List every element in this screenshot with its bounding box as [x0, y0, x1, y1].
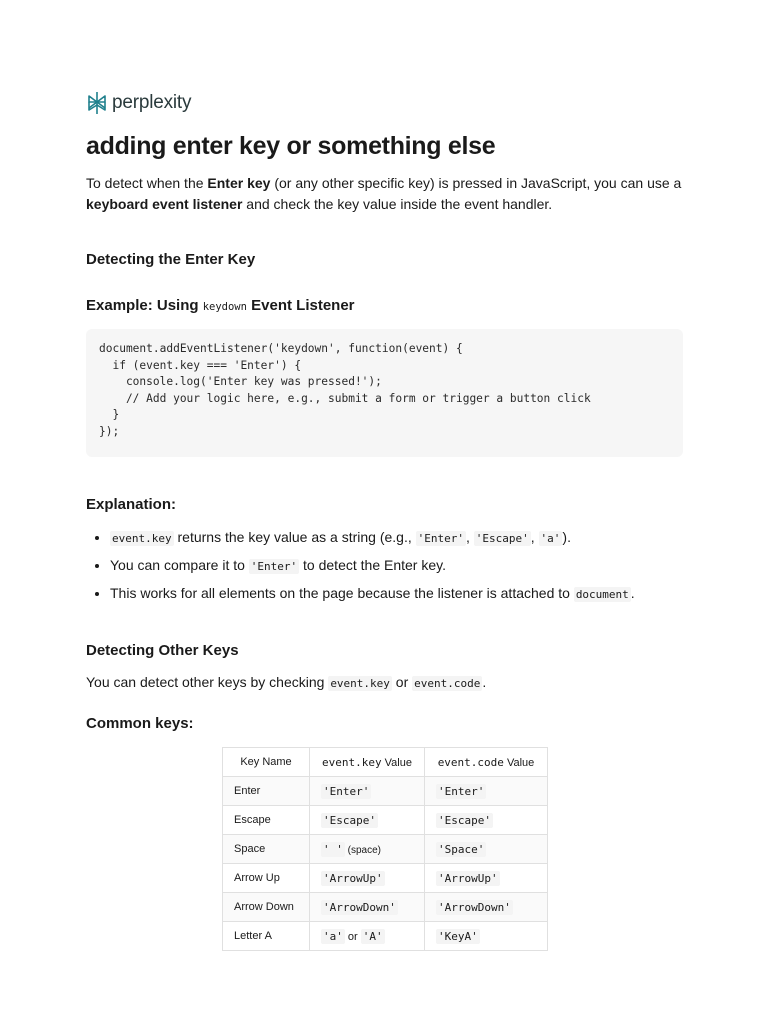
inline-code: 'Escape': [323, 813, 376, 827]
cell-key-name: Letter A: [223, 922, 310, 951]
code-line: console.log('Enter key was pressed!');: [99, 375, 382, 388]
code-line: // Add your logic here, e.g., submit a form or trigger a button click: [99, 391, 591, 405]
intro-bold-enter: Enter key: [207, 175, 271, 191]
intro-text: (or any other specific key) is pressed in JavaScript, you can use a: [270, 175, 682, 191]
list-text: .: [630, 585, 635, 601]
inline-code: event.key: [112, 532, 172, 545]
table-row: [223, 806, 548, 835]
cell-event-key: [310, 835, 425, 864]
column-header-event-key: [310, 748, 425, 777]
list-text: to detect the Enter key.: [299, 557, 446, 573]
cell-event-key: [310, 806, 425, 835]
inline-code: event.code: [414, 677, 481, 690]
cell-event-code: [425, 864, 548, 893]
inline-code: 'ArrowDown': [438, 900, 511, 914]
inline-code: 'Escape': [438, 813, 491, 827]
list-text: returns the key value as a string (e.g.,: [173, 529, 416, 545]
list-item: [110, 524, 683, 552]
table-row: [223, 835, 548, 864]
heading-common-keys: Common keys:: [86, 715, 194, 732]
header-code: event.key: [322, 755, 382, 769]
cell-event-code: [425, 806, 548, 835]
cell-event-code: [425, 922, 548, 951]
inline-code: 'ArrowUp': [438, 871, 498, 885]
explanation-list: [86, 524, 683, 608]
example-heading-code: keydown: [202, 301, 247, 313]
heading-explanation: Explanation:: [86, 496, 177, 513]
cell-event-code: [425, 893, 548, 922]
column-header-event-code: [425, 748, 548, 777]
cell-event-code: [425, 777, 548, 806]
cell-event-key: [310, 922, 425, 951]
cell-key-name: Arrow Up: [223, 864, 310, 893]
cell-key-name: Escape: [223, 806, 310, 835]
other-text: .: [482, 674, 487, 690]
brand-name: perplexity: [112, 92, 192, 113]
list-text: ,: [530, 529, 539, 545]
inline-code: 'a': [323, 929, 343, 943]
table-row: [223, 922, 548, 951]
list-text: This works for all elements on the page because the listener is attached to: [110, 585, 574, 601]
list-text: ).: [562, 529, 571, 545]
inline-code: 'Enter': [250, 560, 298, 573]
column-header-key-name: Key Name: [223, 748, 310, 777]
header-text: Value: [503, 756, 535, 769]
cell-note: or: [344, 930, 361, 943]
cell-event-key: [310, 893, 425, 922]
inline-code: 'Enter': [323, 784, 370, 798]
other-text: or: [391, 674, 413, 690]
inline-code: 'a': [540, 532, 561, 545]
list-text: ,: [465, 529, 474, 545]
code-block: [86, 329, 683, 457]
keys-table: [222, 747, 548, 951]
list-item: [110, 580, 683, 608]
cell-event-code: [425, 835, 548, 864]
inline-code: 'Space': [438, 842, 485, 856]
table-row: [223, 864, 548, 893]
other-paragraph: [86, 672, 683, 694]
cell-key-name: Enter: [223, 777, 310, 806]
inline-code: 'Escape': [475, 532, 529, 545]
code-line: document.addEventListener('keydown', function(event) {: [99, 342, 463, 355]
inline-code: document: [575, 588, 629, 601]
inline-code: 'ArrowUp': [323, 871, 383, 885]
table-row: [223, 893, 548, 922]
document-page: [86, 90, 683, 951]
inline-code: 'Enter': [417, 532, 464, 545]
heading-example: [86, 295, 683, 318]
inline-code: ' ': [323, 842, 343, 856]
cell-key-name: Space: [223, 835, 310, 864]
cell-event-key: [310, 864, 425, 893]
code-line: if (event.key === 'Enter') {: [99, 358, 302, 372]
inline-code: 'ArrowDown': [323, 900, 396, 914]
cell-event-key: [310, 777, 425, 806]
example-heading-text: Event Listener: [246, 297, 355, 314]
inline-code: event.key: [330, 677, 390, 690]
intro-text: To detect when the: [86, 175, 208, 191]
table-header-row: [223, 748, 548, 777]
inline-code: 'Enter': [438, 784, 485, 798]
intro-bold-listener: keyboard event listener: [86, 196, 243, 212]
intro-text: and check the key value inside the event handler.: [242, 196, 553, 212]
inline-code: 'A': [362, 929, 383, 943]
cell-key-name: Arrow Down: [223, 893, 310, 922]
cell-note: (space): [344, 844, 381, 856]
list-item: [110, 552, 683, 580]
table-row: [223, 777, 548, 806]
list-text: You can compare it to: [110, 557, 249, 573]
inline-code: 'KeyA': [438, 929, 478, 943]
example-heading-text: Example: Using: [86, 297, 203, 314]
intro-paragraph: [86, 173, 683, 215]
header-code: event.code: [437, 755, 504, 769]
code-line: });: [99, 424, 120, 438]
brand-logo: [86, 90, 683, 116]
code-line: }: [99, 408, 120, 421]
other-text: You can detect other keys by checking: [86, 674, 329, 690]
perplexity-logo-icon: [86, 91, 108, 115]
page-title: adding enter key or something else: [86, 132, 496, 160]
heading-detecting-other: Detecting Other Keys: [86, 642, 239, 659]
heading-detecting-enter: Detecting the Enter Key: [86, 251, 256, 268]
header-text: Value: [381, 756, 412, 769]
